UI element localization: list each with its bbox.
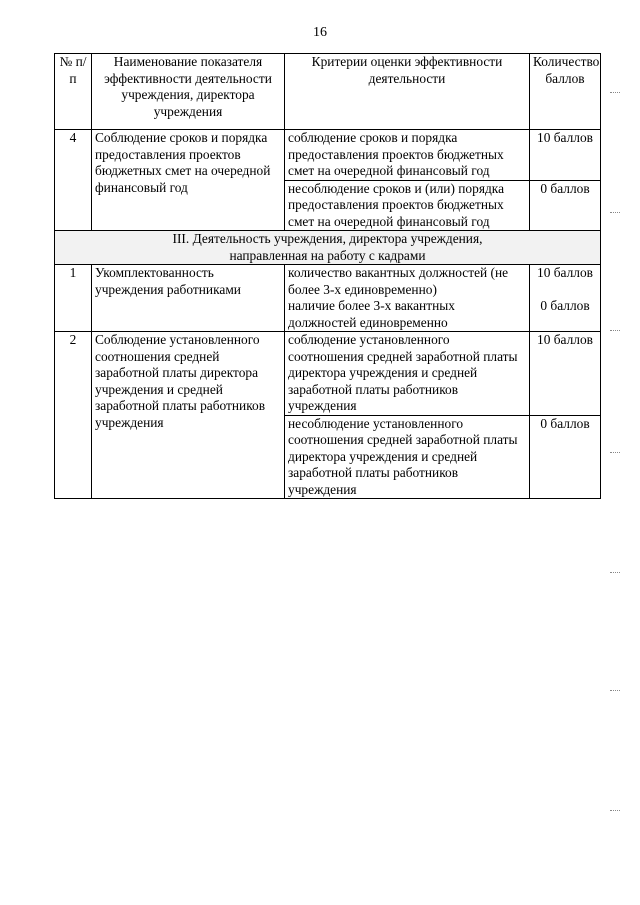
table-row <box>55 332 601 416</box>
section-title-line: III. Деятельность учреждения, директора учреждения, <box>172 231 483 246</box>
header-criteria: Критерии оценки эффективности деятельности <box>285 54 530 130</box>
scan-edge-mark <box>610 92 620 94</box>
scan-edge-mark <box>610 690 620 692</box>
criterion-cell <box>285 265 530 332</box>
points-cell <box>530 265 601 332</box>
scan-edge-mark <box>610 452 620 454</box>
indicator-cell: Соблюдение установленного соотношения средней заработной платы директора учреждения и средней заработной платы работников учреждения <box>92 332 285 499</box>
row-number: 2 <box>55 332 92 499</box>
header-points: Количество баллов <box>530 54 601 130</box>
evaluation-table <box>54 53 601 499</box>
points-cell: 0 баллов <box>530 415 601 499</box>
section-title <box>55 231 601 265</box>
criterion-cell: соблюдение установленного соотношения средней заработной платы директора учреждения и средней заработной платы работников учреждения <box>285 332 530 416</box>
header-indicator: Наименование показателя эффективности деятельности учреждения, директора учреждения <box>92 54 285 130</box>
criterion-cell: несоблюдение установленного соотношения средней заработной платы директора учреждения и средней заработной платы работников учреждения <box>285 415 530 499</box>
criterion-text: наличие более 3-х вакантных должностей единовременно <box>288 298 455 330</box>
points-cell: 10 баллов <box>530 130 601 181</box>
points-value: 10 баллов <box>537 265 593 280</box>
table-row <box>55 130 601 181</box>
page-number: 16 <box>313 25 327 40</box>
section-row <box>55 231 601 265</box>
points-value: 0 баллов <box>540 297 590 313</box>
criterion-cell: соблюдение сроков и порядка предоставления проектов бюджетных смет на очередной финансовый год <box>285 130 530 181</box>
header-number: № п/п <box>55 54 92 130</box>
points-cell: 0 баллов <box>530 180 601 231</box>
table-header-row <box>55 54 601 130</box>
points-cell: 10 баллов <box>530 332 601 416</box>
scan-edge-mark <box>610 810 620 812</box>
scan-edge-mark <box>610 572 620 574</box>
section-title-line: направленная на работу с кадрами <box>229 247 426 263</box>
scan-edge-mark <box>610 330 620 332</box>
indicator-cell: Соблюдение сроков и порядка предоставления проектов бюджетных смет на очередной финансовый год <box>92 130 285 231</box>
criterion-text: количество вакантных должностей (не более 3-х единовременно) <box>288 265 509 297</box>
indicator-cell: Укомплектованность учреждения работниками <box>92 265 285 332</box>
scan-edge-mark <box>610 212 620 214</box>
table-row <box>55 265 601 332</box>
criterion-cell: несоблюдение сроков и (или) порядка предоставления проектов бюджетных смет на очередной финансовый год <box>285 180 530 231</box>
row-number: 4 <box>55 130 92 231</box>
row-number: 1 <box>55 265 92 332</box>
